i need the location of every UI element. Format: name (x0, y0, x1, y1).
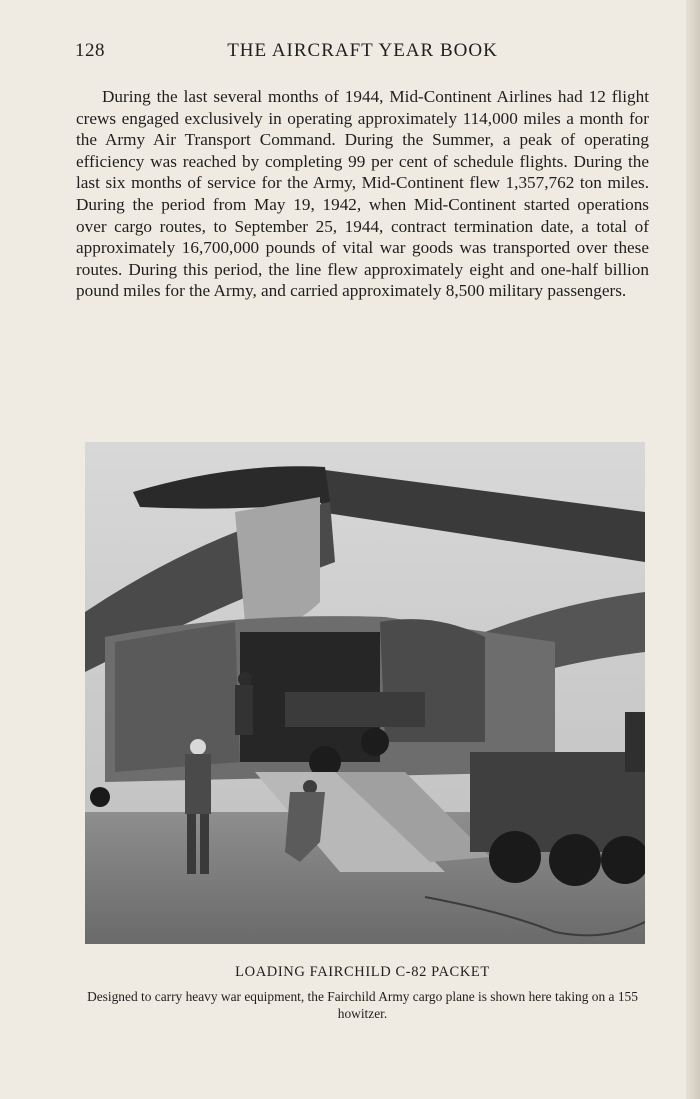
page-edge-shadow (686, 0, 700, 1099)
figure-caption-text: Designed to carry heavy war equipment, the Fairchild Army cargo plane is shown here taking on a 155 howitzer. (87, 989, 638, 1021)
aircraft-loading-photo (85, 442, 645, 944)
figure-caption-title: LOADING FAIRCHILD C-82 PACKET (235, 964, 490, 980)
page-number: 128 (75, 40, 105, 61)
running-title: THE AIRCRAFT YEAR BOOK (227, 40, 498, 61)
body-paragraph: During the last several months of 1944, Mid-Continent Airlines had 12 flight crews engaged exclusively in operating approximately 114,000 miles a month for the Army Air Transport Command. During the Summer, a peak of operating efficiency was reached by completing 99 per cent of schedule flights. During the last six months of service for the Army, Mid-Continent flew 1,357,762 ton miles. During the period from May 19, 1942, when Mid-Continent started operations over cargo routes, to September 25, 1944, contract termination date, a total of approximately 16,700,000 pounds of vital war goods was transported over these routes. During this period, the line flew approximately eight and one-half billion pound miles for the Army, and carried approximately 8,500 military passengers. (76, 87, 649, 301)
page-header (75, 40, 650, 66)
